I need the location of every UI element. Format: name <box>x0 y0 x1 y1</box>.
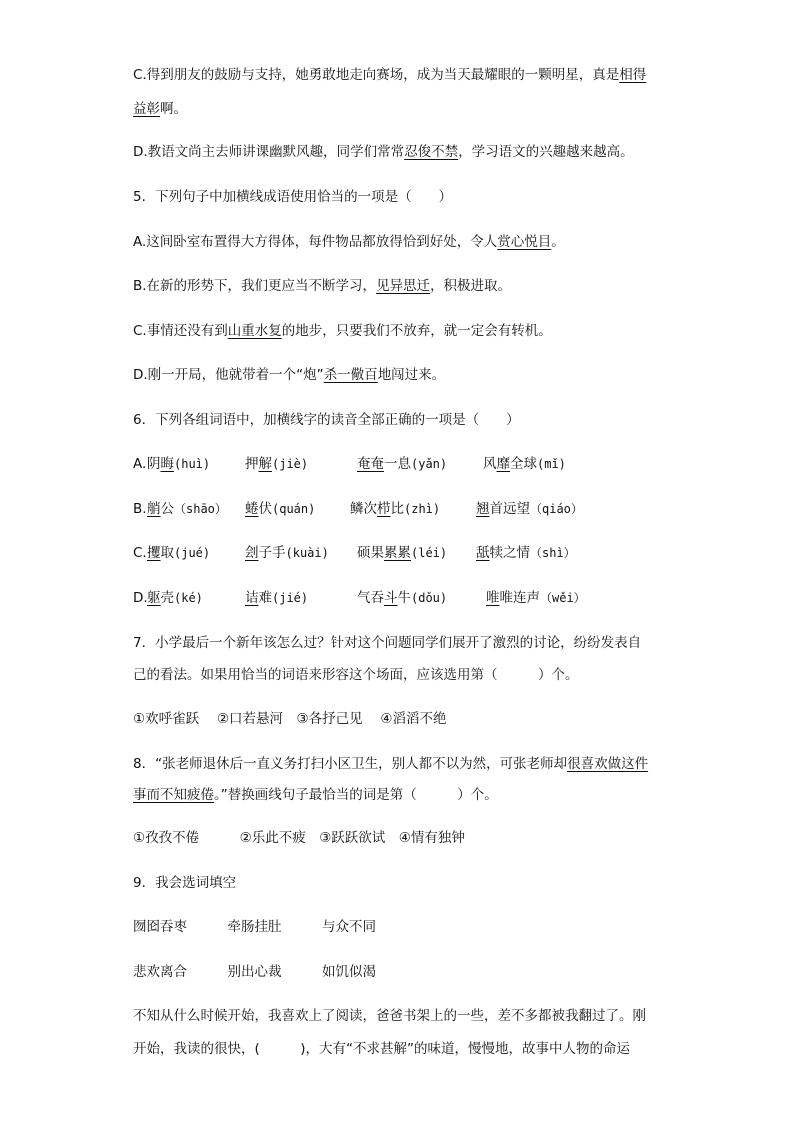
q6c-w1-plain: 取 <box>160 545 174 561</box>
q7-line-2: 己的看法。如果用恰当的词语来形容这个场面，应该选用第（ ）个。 <box>133 667 579 683</box>
q8-options: ①孜孜不倦 ②乐此不疲 ③跃跃欲试 ④情有独钟 <box>133 830 465 846</box>
q4c-text-end: 啊。 <box>160 101 187 117</box>
q4d-text: D.教语文尚主去师讲课幽默风趣，同学们常常 <box>133 144 405 160</box>
q6d-w3-pinyin: (dǒu) <box>411 591 448 605</box>
q6d-label: D. <box>133 590 148 606</box>
q4-option-c <box>133 66 663 84</box>
q6c-w3-pinyin: (léi) <box>411 546 448 560</box>
q4d-underlined: 忍俊不禁 <box>404 144 459 160</box>
q4c-underlined-cont: 益彰 <box>133 101 160 117</box>
q5b-text-end: ，积极进取。 <box>430 278 512 294</box>
q6c-w2-pinyin: (kuài) <box>285 546 329 560</box>
q6a-word1 <box>147 455 210 473</box>
q6a-w4-plain: 风 <box>483 456 497 472</box>
q6b-w2-plain: 伏 <box>258 501 272 517</box>
q9-word-bank-2: 悲欢离合 别出心裁 如饥似渴 <box>133 964 376 980</box>
q6d-w4-pinyin: （wěi） <box>540 591 586 605</box>
q6b-w3-plain2: 比 <box>390 501 404 517</box>
q6c-w4-plain: 犊之情 <box>489 545 530 561</box>
q5a-underlined: 赏心悦目 <box>497 234 552 250</box>
q6a-w1-underlined: 晦 <box>160 456 174 472</box>
q6d-w1-plain: 壳 <box>160 590 174 606</box>
q6d-word4 <box>478 589 586 607</box>
q6c-word4 <box>476 544 576 562</box>
q6c-w4-pinyin: （shì） <box>530 546 576 560</box>
q6a-w1-pinyin: (huì) <box>174 457 211 471</box>
q6b-w1-underlined: 艄 <box>147 501 161 517</box>
q5-stem: 5．下列句子中加横线成语使用恰当的一项是（ ） <box>133 189 453 205</box>
q9-word-bank-1: 囫囵吞枣 牵肠挂肚 与众不同 <box>133 919 376 935</box>
q6d-w4-underlined: 唯 <box>486 590 500 606</box>
q5b-text: B.在新的形势下，我们更应当不断学习， <box>133 278 377 294</box>
q8-text-end: 。”替换画线句子最恰当的词是第（ ）个。 <box>214 787 498 803</box>
q6c-w1-underlined: 攫 <box>147 545 161 561</box>
q6d-word2 <box>245 589 308 607</box>
q6c-w2-underlined: 刽 <box>245 545 259 561</box>
q6d-w3-underlined: 斗 <box>384 590 398 606</box>
q6a-w2-pinyin: (jiè) <box>272 457 309 471</box>
q6c-w3-plain: 硕果 <box>357 545 384 561</box>
q6d-w2-plain: 难 <box>258 590 272 606</box>
q6b-w2-pinyin: (quán) <box>272 502 316 516</box>
q6-stem: 6．下列各组词语中，加横线字的读音全部正确的一项是（ ） <box>133 412 520 428</box>
q6a-word4 <box>483 455 566 473</box>
q6a-w4-underlined: 靡 <box>496 456 510 472</box>
q6d-w1-underlined: 躯 <box>147 590 161 606</box>
q6d-w3-plain: 气吞 <box>357 590 384 606</box>
q6a-label: A. <box>133 456 147 472</box>
q6c-w3-underlined: 累累 <box>384 545 411 561</box>
q6c-w2-plain: 子手 <box>258 545 286 561</box>
q8-underlined: 很喜欢做这件 <box>567 756 649 772</box>
q6d-w2-underlined: 诘 <box>245 590 259 606</box>
q6b-w4-underlined: 翘 <box>476 501 490 517</box>
q4d-text-end: ，学习语文的兴趣越来越高。 <box>458 144 634 160</box>
q6a-w2-underlined: 解 <box>258 456 272 472</box>
q6b-word4 <box>476 500 583 518</box>
q6d-w4-plain: 唯连声 <box>499 590 540 606</box>
q7-options: ①欢呼雀跃 ②口若悬河 ③各抒己见 ④滔滔不绝 <box>133 711 447 727</box>
q5-option-c <box>133 322 663 340</box>
q8-underlined-cont: 事而不知疲倦 <box>133 787 214 803</box>
q6b-w2-underlined: 蜷 <box>245 501 259 517</box>
q6b-w1-pinyin: （shāo） <box>174 502 227 516</box>
q6d-w3-plain2: 牛 <box>397 590 411 606</box>
q6c-word2 <box>245 544 329 562</box>
q6b-w4-pinyin: （qiáo） <box>530 502 583 516</box>
q5a-text: A.这间卧室布置得大方得体，每件物品都放得恰到好处，令人 <box>133 234 498 250</box>
q6a-w4-plain2: 全球 <box>510 456 537 472</box>
q6a-w1-plain: 阴 <box>147 456 161 472</box>
q6a-w4-pinyin: (mǐ) <box>537 457 566 471</box>
q5b-underlined: 见异思迁 <box>376 278 431 294</box>
q6a-word2 <box>245 455 308 473</box>
q6d-w2-pinyin: (jié) <box>272 591 309 605</box>
q6c-w4-underlined: 舐 <box>476 545 490 561</box>
q6a-w3-pinyin: (yǎn) <box>411 457 448 471</box>
q5c-underlined: 山重水复 <box>227 323 282 339</box>
q5d-text: D.刚一开局，他就带着一个“炮” <box>133 367 324 383</box>
q9-paragraph-line-1: 不知从什么时候开始，我喜欢上了阅读，爸爸书架上的一些，差不多都被我翻过了。刚 <box>133 1008 646 1024</box>
q5d-text-end: 地闯过来。 <box>377 367 446 383</box>
q6b-w3-underlined: 栉 <box>377 501 391 517</box>
q4-option-d <box>133 143 663 161</box>
q8-text: 8．“张老师退休后一直义务打扫小区卫生，别人都不以为然，可张老师却 <box>133 756 568 772</box>
q6b-word3 <box>350 500 440 518</box>
q5-option-a <box>133 233 663 251</box>
q6d-word3 <box>357 589 447 607</box>
q6b-label: B. <box>133 501 147 517</box>
q4c-underlined: 相得 <box>619 67 647 83</box>
q5-option-b <box>133 277 663 295</box>
q5d-underlined: 杀一儆百 <box>323 367 378 383</box>
q6a-w3-plain: 一息 <box>384 456 411 472</box>
q9-paragraph-line-2: 开始，我读的很快，( )，大有“不求甚解”的味道，慢慢地，故事中人物的命运 <box>133 1041 631 1057</box>
q6d-word1 <box>147 589 203 607</box>
q6b-word1 <box>147 500 227 518</box>
q6a-w2-plain: 押 <box>245 456 259 472</box>
q6b-w4-plain: 首远望 <box>489 501 530 517</box>
q6b-w3-pinyin: (zhì) <box>404 502 441 516</box>
q8-line-2 <box>133 786 663 804</box>
q6b-w1-plain: 公 <box>160 501 174 517</box>
q5a-text-end: 。 <box>551 234 565 250</box>
q6b-w3-plain: 鳞次 <box>350 501 377 517</box>
q5-option-d <box>133 366 663 384</box>
q9-stem: 9．我会选词填空 <box>133 875 237 891</box>
q6a-word3 <box>357 455 447 473</box>
q6c-label: C. <box>133 545 147 561</box>
q4c-text: C.得到朋友的鼓励与支持，她勇敢地走向赛场，成为当天最耀眼的一颗明星，真是 <box>133 67 620 83</box>
q6c-w1-pinyin: (jué) <box>174 546 211 560</box>
q5c-text-end: 的地步，只要我们不放弃，就一定会有转机。 <box>281 323 552 339</box>
q8-line-1 <box>133 755 663 773</box>
q6c-word1 <box>147 544 210 562</box>
q6d-w1-pinyin: (ké) <box>174 591 203 605</box>
q4-option-c-cont <box>133 100 663 118</box>
q6a-w3-underlined: 奄奄 <box>357 456 384 472</box>
q5c-text: C.事情还没有到 <box>133 323 228 339</box>
q7-line-1: 7．小学最后一个新年该怎么过？针对这个问题同学们展开了激烈的讨论，纷纷发表自 <box>133 635 642 651</box>
q6c-word3 <box>357 544 447 562</box>
q6b-word2 <box>245 500 315 518</box>
